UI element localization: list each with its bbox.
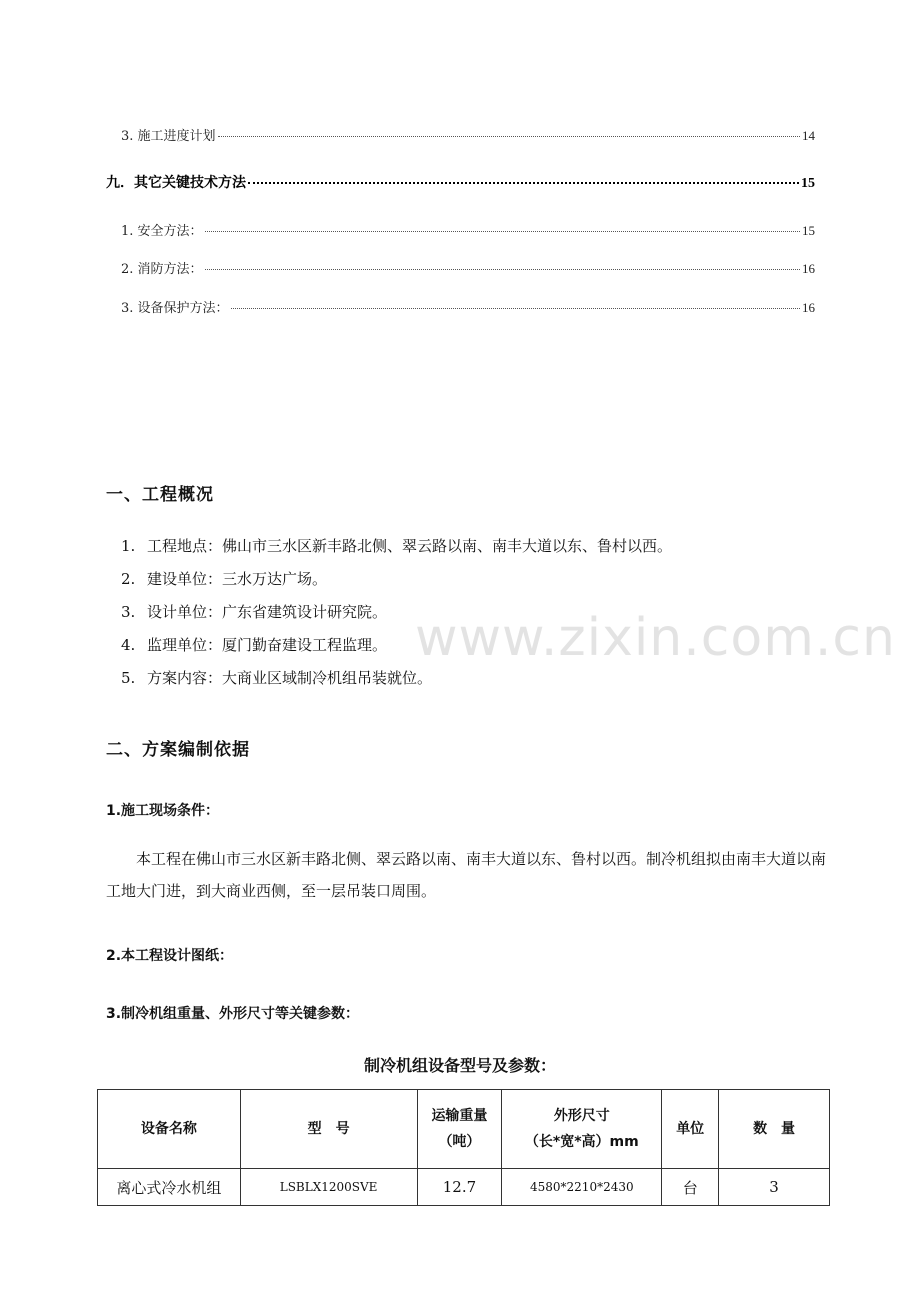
toc-item-page: 15: [801, 176, 815, 191]
toc-item-page: 16: [802, 261, 815, 276]
table-title: 制冷机组设备型号及参数：: [363, 1056, 556, 1075]
toc-leader-dots: [248, 182, 799, 184]
cell-weight: 12.7: [417, 1169, 502, 1206]
header-weight: [417, 1090, 502, 1169]
toc-item-label: 3. 施工进度计划: [121, 129, 216, 144]
toc-item[interactable]: [121, 125, 815, 144]
list-item-number: 3.: [121, 603, 136, 621]
list-item: [121, 634, 387, 655]
toc-item[interactable]: [121, 258, 815, 277]
list-item-text: 监理单位：厦门勤奋建设工程监理。: [147, 636, 388, 654]
section-heading: 二、方案编制依据: [106, 740, 250, 760]
cell-qty: 3: [719, 1169, 830, 1206]
list-item-number: 1.: [121, 537, 136, 555]
cell-model: LSBLX1200SVE: [240, 1169, 417, 1206]
list-item: [121, 568, 327, 589]
cell-size: 4580*2210*2430: [502, 1169, 662, 1206]
toc-leader-dots: [231, 308, 800, 309]
header-size: [502, 1090, 662, 1169]
table-header-row: [98, 1090, 830, 1169]
toc-item[interactable]: [106, 172, 815, 192]
list-item-number: 2.: [121, 570, 136, 588]
toc-leader-dots: [218, 136, 800, 137]
toc-item-page: 14: [802, 128, 815, 143]
toc-item-label: 九．其它关键技术方法: [106, 175, 246, 191]
header-weight-line1: 运输重量: [431, 1108, 488, 1124]
table-row: [98, 1169, 830, 1206]
cell-name: 离心式冷水机组: [98, 1169, 241, 1206]
header-size-line1: 外形尺寸: [553, 1108, 610, 1124]
toc-item[interactable]: [121, 220, 815, 239]
toc-item-page: 16: [802, 300, 815, 315]
list-item-number: 5.: [121, 669, 136, 687]
header-size-line2: （长*宽*高）mm: [524, 1134, 639, 1150]
list-item-text: 方案内容：大商业区域制冷机组吊装就位。: [147, 669, 433, 687]
toc-leader-dots: [205, 269, 800, 270]
list-item-text: 设计单位：广东省建筑设计研究院。: [147, 603, 388, 621]
section-heading: 一、工程概况: [106, 485, 214, 505]
sub-heading: 1.施工现场条件：: [106, 803, 220, 819]
sub-heading: 2.本工程设计图纸：: [106, 948, 234, 964]
paragraph-text: 本工程在佛山市三水区新丰路北侧、翠云路以南、南丰大道以东、鲁村以西。制冷机组拟由南丰大道以南工地大门进，到大商业西侧，至一层吊装口周围。: [106, 850, 827, 900]
list-item: [121, 667, 432, 688]
list-item-number: 4.: [121, 636, 136, 654]
list-item: [121, 601, 387, 622]
toc-item-label: 3. 设备保护方法：: [121, 301, 229, 316]
equipment-table: [97, 1089, 830, 1206]
header-name: 设备名称: [98, 1090, 241, 1169]
toc-leader-dots: [205, 231, 800, 232]
toc-item-label: 1. 安全方法：: [121, 224, 203, 239]
header-unit: 单位: [662, 1090, 719, 1169]
paragraph: [106, 843, 826, 907]
watermark: www.zixin.com.cn: [415, 608, 896, 668]
sub-heading: 3.制冷机组重量、外形尺寸等关键参数：: [106, 1006, 360, 1022]
list-item-text: 建设单位：三水万达广场。: [147, 570, 328, 588]
header-qty: 数 量: [719, 1090, 830, 1169]
list-item: [121, 535, 672, 556]
list-item-text: 工程地点：佛山市三水区新丰路北侧、翠云路以南、南丰大道以东、鲁村以西。: [147, 537, 673, 555]
toc-item[interactable]: [121, 297, 815, 316]
header-weight-line2: （吨）: [438, 1134, 481, 1150]
header-model: 型 号: [240, 1090, 417, 1169]
toc-item-label: 2. 消防方法：: [121, 262, 203, 277]
toc-item-page: 15: [802, 223, 815, 238]
cell-unit: 台: [662, 1169, 719, 1206]
